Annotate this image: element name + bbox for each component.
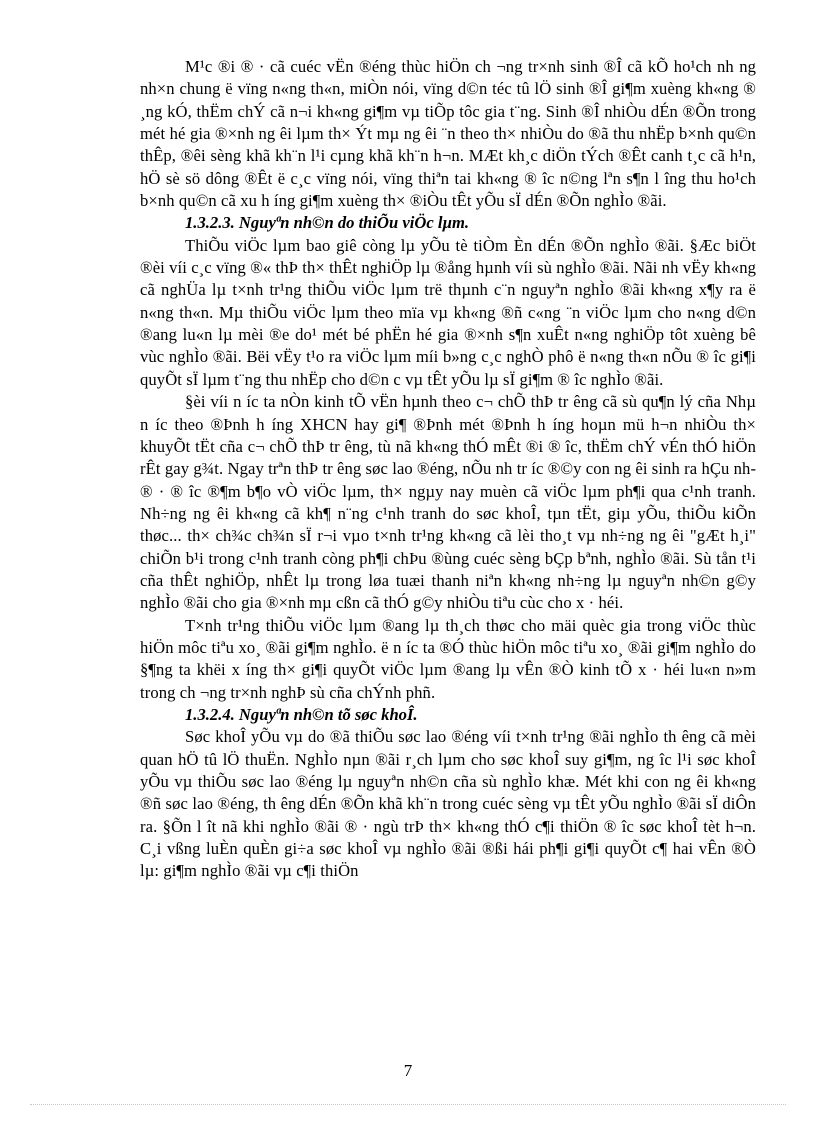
paragraph: Søc khoÎ yÕu vµ do ®ã thiÕu søc lao ®éng víi t×nh tr¹ng ®ãi nghÌo th êng cã mèi quan hÖ tû lÖ thuËn. NghÌo nµn ®ãi r¸ch lµm cho søc khoÎ suy gi¶m, ng îc l¹i søc khoÎ yÕu vµ thiÕu søc lao ®éng lµ nguyªn nh©n cña sù nghÌo khæ. Mét khi con ng êi kh«ng ®ñ søc lao ®éng, th êng dÉn ®Õn khã kh¨n trong cuéc sèng vµ tÊt yÕu nghÌo ®ãi sÏ diÔn ra. §Õn l ît nã khi nghÌo ®ãi ® · ngù trÞ th× kh«ng thÓ c¶i thiÖn ® îc søc khoÎ tèt h¬n. C¸i vßng luÈn quÈn gi÷a søc khoÎ vµ nghÌo ®ãi ®ßi hái ph¶i gi¶i quyÕt c¶ hai vÊn ®Ò lµ: gi¶m nghÌo ®ãi vµ c¶i thiÖn (140, 727, 756, 881)
document-body (140, 56, 756, 883)
section-heading: 1.3.2.4. Nguyªn nh©n tõ søc khoÎ. (185, 704, 418, 724)
section-heading: 1.3.2.3. Nguyªn nh©n do thiÕu viÖc lµm. (185, 213, 470, 233)
page-divider (30, 1104, 786, 1105)
paragraph: ThiÕu viÖc lµm bao giê còng lµ yÕu tè tiÒm Èn dÉn ®Õn nghÌo ®ãi. §Æc biÖt ®èi víi c¸c vïng ®« thÞ th× thÊt nghiÖp lµ ®ång hµnh víi sù nghÌo ®ãi. Nãi nh vËy kh«ng cã nghÜa lµ t×nh tr¹ng thiÕu viÖc lµm trë thµnh c¨n nguyªn nghÌo ®ãi kh«ng x¶y ra ë n«ng th«n. Mµ thiÕu viÖc lµm theo mïa vµ kh«ng ®ñ c«ng ¨n viÖc lµm cho n«ng d©n ®ang lu«n lµ mèi ®e do¹ mét bé phËn hé gia ®×nh s¶n xuÊt n«ng nghiÖp tôt xuèng bê vùc nghÌo ®ãi. Bëi vËy t¹o ra viÖc lµm míi b»ng c¸c nghÒ phô ë n«ng th«n nÕu ® îc gi¶i quyÕt sÏ lµm t¨ng thu nhËp cho d©n c vµ tÊt yÕu lµ sÏ gi¶m ® îc nghÌo ®ãi. (140, 235, 756, 389)
paragraph: §èi víi n íc ta nÒn kinh tÕ vËn hµnh theo c¬ chÕ thÞ tr êng cã sù qu¶n lý cña Nhµ n íc theo ®Þnh h íng XHCN hay gi¶ ®Þnh mét ®Þnh h íng hoµn mü h¬n nhiÒu th× khuyÕt tËt cña c¬ chÕ thÞ tr êng, tù nã kh«ng thÓ mÊt ®i ® îc, thËm chÝ vÉn thÓ hiÖn rÊt gay g¾t. Ngay trªn thÞ tr êng søc lao ®éng, nÕu nh tr íc ®©y con ng êi sinh ra hÇu nh ® · ® îc ®¶m b¶o vÒ viÖc lµm, th× ngµy nay muèn cã viÖc lµm ph¶i qua c¹nh tranh. Nh÷ng ng êi kh«ng cã kh¶ n¨ng c¹nh tranh do søc khoÎ, tµn tËt, giµ yÕu, thiÕu kiÕn thøc... th× ch¾c ch¾n sÏ r¬i vµo t×nh tr¹ng kh«ng cã lèi tho¸t vµ nh÷ng ng êi "gÆt h¸i" chiÕn b¹i trong c¹nh tranh còng ph¶i chÞu ®ùng cuéc sèng bÇp bªnh, nghÌo ®ãi. Sù tån t¹i cña thÊt nghiÖp, nhÊt lµ trong løa tuæi thanh niªn kh«ng nh÷ng lµ nguyªn nh©n g©y nghÌo ®ãi cho gia ®×nh mµ cßn cã thÓ g©y nhiÒu tiªu cùc cho x · héi. (140, 392, 756, 613)
page-number: 7 (403, 1061, 413, 1080)
paragraph: M¹c ®i ® · cã cuéc vËn ®éng thùc hiÖn ch ¬ng tr×nh sinh ®Î cã kÕ ho¹ch nh ng nh×n chung ë vïng n«ng th«n, miÒn nói, vïng d©n téc tû lÖ sinh ®Î gi¶m xuèng kh«ng ® ¸ng kÓ, thËm chÝ cã n¬i kh«ng gi¶m vµ tiÕp tôc gia t¨ng. Sinh ®Î nhiÒu dÉn ®Õn trong mét hé gia ®×nh ng êi lµm th× Ýt mµ ng êi ¨n theo th× nhiÒu do ®ã thu nhËp b×nh qu©n thÊp, ®êi sèng khã kh¨n l¹i cµng khã kh¨n h¬n. MÆt kh¸c diÖn tÝch ®Êt canh t¸c cã h¹n, hÖ sè sö dông ®Êt ë c¸c vïng nói, vïng thiªn tai kh«ng ® îc n©ng lªn s¶n l îng thu ho¹ch b×nh qu©n cã xu h íng gi¶m xuèng th× ®iÒu tÊt yÕu sÏ dÉn ®Õn nghÌo ®ãi. (140, 57, 756, 211)
paragraph: T×nh tr¹ng thiÕu viÖc lµm ®ang lµ th¸ch thøc cho mäi quèc gia trong viÖc thùc hiÖn môc tiªu xo¸ ®ãi gi¶m nghÌo. ë n íc ta ®Ó thùc hiÖn môc tiªu xo¸ ®ãi gi¶m nghÌo do §¶ng ta khëi x íng th× gi¶i quyÕt viÖc lµm ®ang lµ vÊn ®Ò kinh tÕ x · héi lu«n n»m trong ch ¬ng tr×nh nghÞ sù cña chÝnh phñ. (140, 615, 756, 702)
